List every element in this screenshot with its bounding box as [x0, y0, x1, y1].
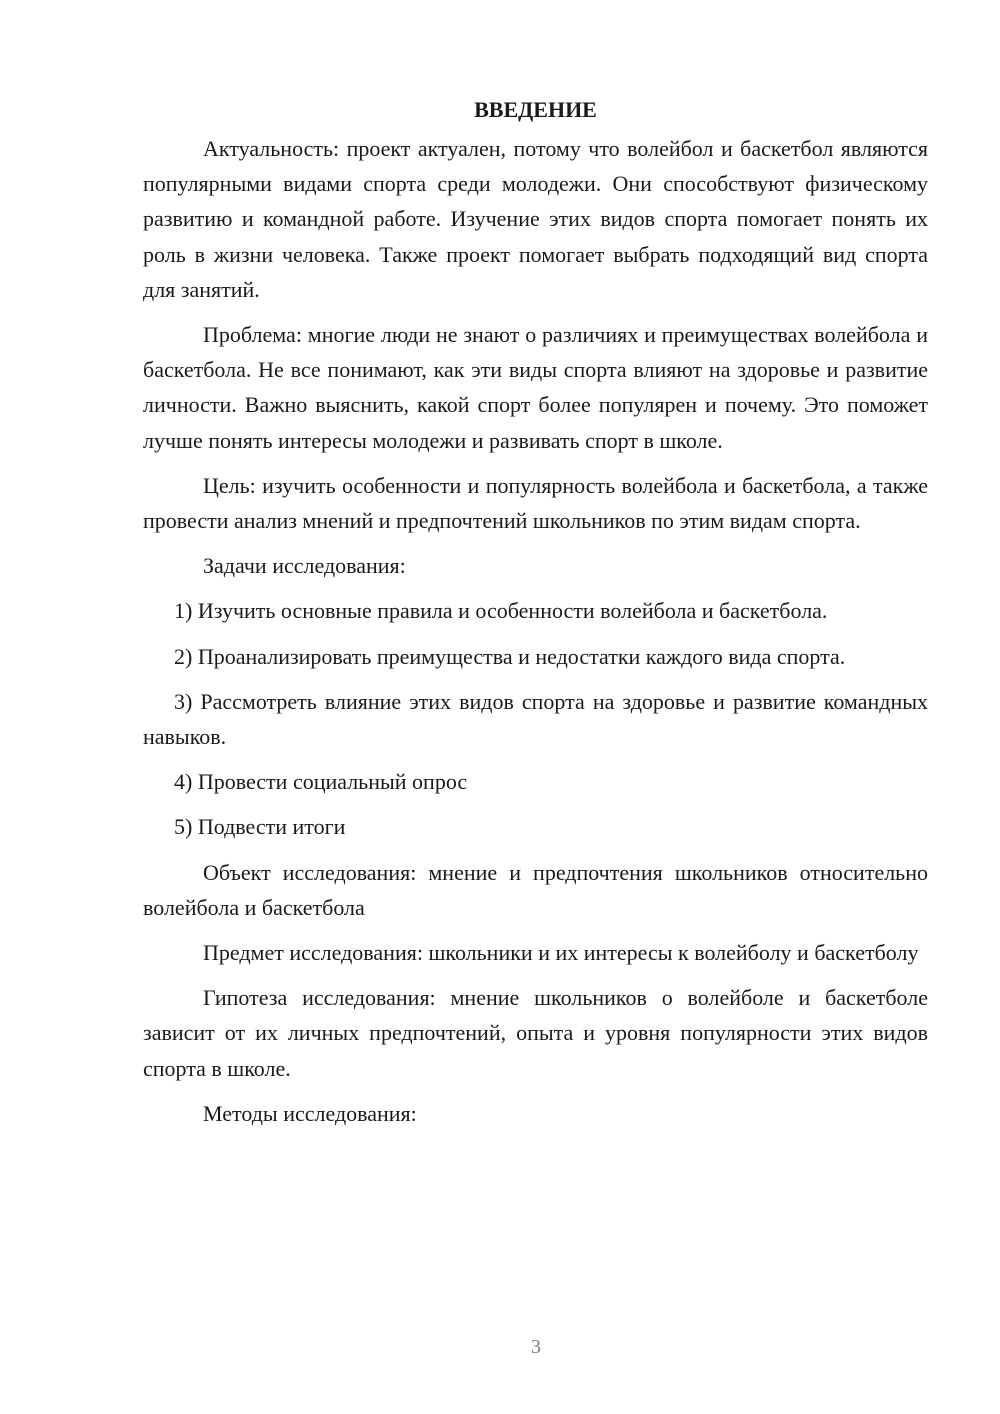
goal-paragraph: Цель: изучить особенности и популярность волейбола и баскетбола, а также провести анализ мнений и предпочтений школьников по этим видам спорта.: [143, 472, 928, 534]
methods-paragraph: Методы исследования:: [203, 1100, 417, 1126]
subject-paragraph: Предмет исследования: школьники и их интересы к волейболу и баскетболу: [203, 940, 919, 966]
task-item-1: 1) Изучить основные правила и особенности волейбола и баскетбола.: [174, 598, 828, 624]
problem-paragraph: Проблема: многие люди не знают о различиях и преимуществах волейбола и баскетбола. Не все понимают, как эти виды спорта влияют на здоровье и развитие личности. Важно выяснить, какой спорт более популярен и почему. Это поможет лучше понять интересы молодежи и развивать спорт в школе.: [143, 322, 928, 453]
page-number: 3: [531, 1336, 541, 1358]
task-item-4: 4) Провести социальный опрос: [174, 769, 468, 795]
page-content: [143, 92, 928, 1141]
hypothesis-paragraph: Гипотеза исследования: мнение школьников о волейболе и баскетболе зависит от их личных предпочтений, опыта и уровня популярности этих видов спорта в школе.: [143, 985, 928, 1081]
task-item-3: 3) Рассмотреть влияние этих видов спорта на здоровье и развитие командных навыков.: [143, 688, 928, 750]
section-title: ВВЕДЕНИЕ: [474, 97, 597, 122]
task-item-5: 5) Подвести итоги: [174, 814, 346, 840]
object-paragraph: Объект исследования: мнение и предпочтения школьников относительно волейбола и баскетбола: [143, 859, 928, 920]
tasks-heading: Задачи исследования:: [203, 553, 406, 579]
relevance-paragraph: Актуальность: проект актуален, потому что волейбол и баскетбол являются популярными видами спорта среди молодежи. Они способствуют физическому развитию и командной работе. Изучение этих видов спорта помогает понять их роль в жизни человека. Также проект помогает выбрать подходящий вид спорта для занятий.: [143, 136, 928, 302]
task-item-2: 2) Проанализировать преимущества и недостатки каждого вида спорта.: [174, 643, 846, 669]
